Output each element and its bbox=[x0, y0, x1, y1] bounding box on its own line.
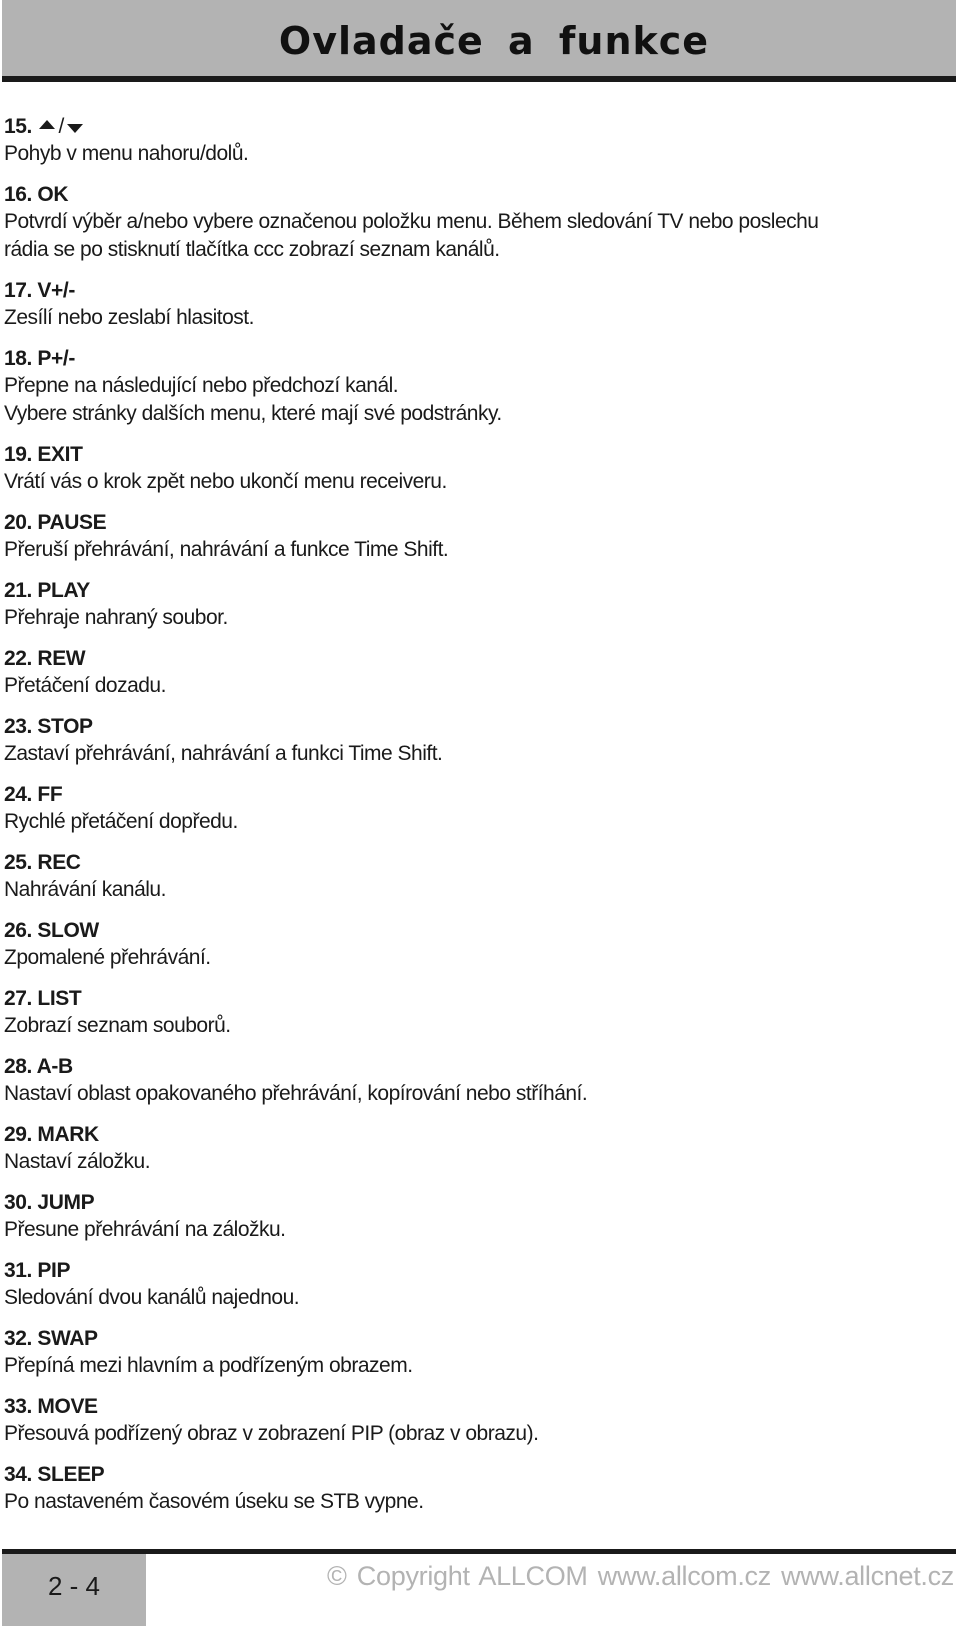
function-item bbox=[4, 181, 944, 264]
item-number: 15. bbox=[4, 115, 32, 138]
item-description bbox=[4, 372, 944, 428]
description-line: Zpomalené přehrávání. bbox=[4, 946, 211, 969]
item-title: 25. REC bbox=[4, 851, 81, 874]
function-item bbox=[4, 577, 944, 632]
function-item bbox=[4, 1325, 944, 1380]
item-description: Pohyb v menu nahoru/dolů. bbox=[4, 142, 249, 165]
function-item bbox=[4, 1461, 944, 1516]
description-line: Přeruší přehrávání, nahrávání a funkce Time Shift. bbox=[4, 538, 449, 561]
function-item bbox=[4, 917, 944, 972]
description-line: Vybere stránky dalších menu, které mají své podstránky. bbox=[4, 402, 502, 425]
function-item bbox=[4, 1393, 944, 1448]
item-description bbox=[4, 1080, 944, 1108]
item-description bbox=[4, 1420, 944, 1448]
item-description bbox=[4, 468, 944, 496]
function-item bbox=[4, 1053, 944, 1108]
item-description bbox=[4, 1216, 944, 1244]
item-title: 18. P+/- bbox=[4, 347, 75, 370]
item-description bbox=[4, 1488, 944, 1516]
description-line: Přepne na následující nebo předchozí kanál. bbox=[4, 374, 399, 397]
item-title: 33. MOVE bbox=[4, 1395, 98, 1418]
description-line: Zesílí nebo zeslabí hlasitost. bbox=[4, 306, 254, 329]
item-title: 29. MARK bbox=[4, 1123, 99, 1146]
function-item bbox=[4, 1189, 944, 1244]
item-description bbox=[4, 536, 944, 564]
function-item bbox=[4, 509, 944, 564]
page-header bbox=[2, 0, 956, 82]
function-item bbox=[4, 1121, 944, 1176]
description-line: Potvrdí výběr a/nebo vybere označenou položku menu. Během sledování TV nebo poslechu bbox=[4, 210, 819, 233]
item-title: 26. SLOW bbox=[4, 919, 99, 942]
item-title: 23. STOP bbox=[4, 715, 93, 738]
function-item bbox=[4, 277, 944, 332]
item-description bbox=[4, 944, 944, 972]
item-title: 19. EXIT bbox=[4, 443, 83, 466]
function-item bbox=[4, 781, 944, 836]
function-item bbox=[4, 345, 944, 428]
item-slash: / bbox=[58, 115, 64, 138]
function-item bbox=[4, 645, 944, 700]
item-title: 27. LIST bbox=[4, 987, 82, 1010]
function-list bbox=[4, 113, 944, 1529]
item-description bbox=[4, 808, 944, 836]
item-description bbox=[4, 1012, 944, 1040]
description-line: Rychlé přetáčení dopředu. bbox=[4, 810, 238, 833]
description-line: Po nastaveném časovém úseku se STB vypne. bbox=[4, 1490, 424, 1513]
item-title: 28. A-B bbox=[4, 1055, 73, 1078]
description-line: Přesouvá podřízený obraz v zobrazení PIP (obraz v obrazu). bbox=[4, 1422, 539, 1445]
description-line: Sledování dvou kanálů najednou. bbox=[4, 1286, 300, 1309]
page-number: 2 - 4 bbox=[47, 1571, 101, 1601]
function-item-15 bbox=[4, 113, 944, 168]
description-line: rádia se po stisknutí tlačítka ccc zobrazí seznam kanálů. bbox=[4, 238, 500, 261]
description-line: Přetáčení dozadu. bbox=[4, 674, 166, 697]
item-title: 22. REW bbox=[4, 647, 86, 670]
item-description bbox=[4, 1284, 944, 1312]
description-line: Nastaví záložku. bbox=[4, 1150, 151, 1173]
description-line: Zobrazí seznam souborů. bbox=[4, 1014, 231, 1037]
description-line: Přepíná mezi hlavním a podřízeným obrazem. bbox=[4, 1354, 413, 1377]
item-title: 17. V+/- bbox=[4, 279, 75, 302]
item-description bbox=[4, 604, 944, 632]
item-description bbox=[4, 1352, 944, 1380]
item-title: 30. JUMP bbox=[4, 1191, 95, 1214]
description-line: Přesune přehrávání na záložku. bbox=[4, 1218, 286, 1241]
item-description bbox=[4, 672, 944, 700]
item-description bbox=[4, 304, 944, 332]
item-description bbox=[4, 740, 944, 768]
description-line: Vrátí vás o krok zpět nebo ukončí menu receiveru. bbox=[4, 470, 447, 493]
function-item bbox=[4, 849, 944, 904]
function-item bbox=[4, 985, 944, 1040]
item-title: 16. OK bbox=[4, 183, 69, 206]
description-line: Přehraje nahraný soubor. bbox=[4, 606, 228, 629]
item-title: 24. FF bbox=[4, 783, 63, 806]
item-description bbox=[4, 1148, 944, 1176]
function-item bbox=[4, 441, 944, 496]
page-title: Ovladače a funkce bbox=[278, 19, 710, 63]
description-line: Nastaví oblast opakovaného přehrávání, kopírování nebo stříhání. bbox=[4, 1082, 588, 1105]
item-title: 20. PAUSE bbox=[4, 511, 107, 534]
description-line: Nahrávání kanálu. bbox=[4, 878, 166, 901]
item-title: 21. PLAY bbox=[4, 579, 90, 602]
footer-page-box bbox=[2, 1554, 146, 1626]
item-description bbox=[4, 876, 944, 904]
copyright-text: © Copyright ALLCOM www.allcom.cz www.allcnet.cz bbox=[327, 1561, 954, 1591]
items-container bbox=[4, 181, 944, 1516]
arrow-down-icon bbox=[67, 124, 83, 133]
item-title bbox=[4, 113, 944, 140]
description-line: Zastaví přehrávání, nahrávání a funkci Time Shift. bbox=[4, 742, 443, 765]
item-description bbox=[4, 208, 944, 264]
item-title: 34. SLEEP bbox=[4, 1463, 105, 1486]
item-title: 31. PIP bbox=[4, 1259, 71, 1282]
arrow-up-icon bbox=[39, 120, 55, 129]
item-title: 32. SWAP bbox=[4, 1327, 98, 1350]
function-item bbox=[4, 713, 944, 768]
function-item bbox=[4, 1257, 944, 1312]
